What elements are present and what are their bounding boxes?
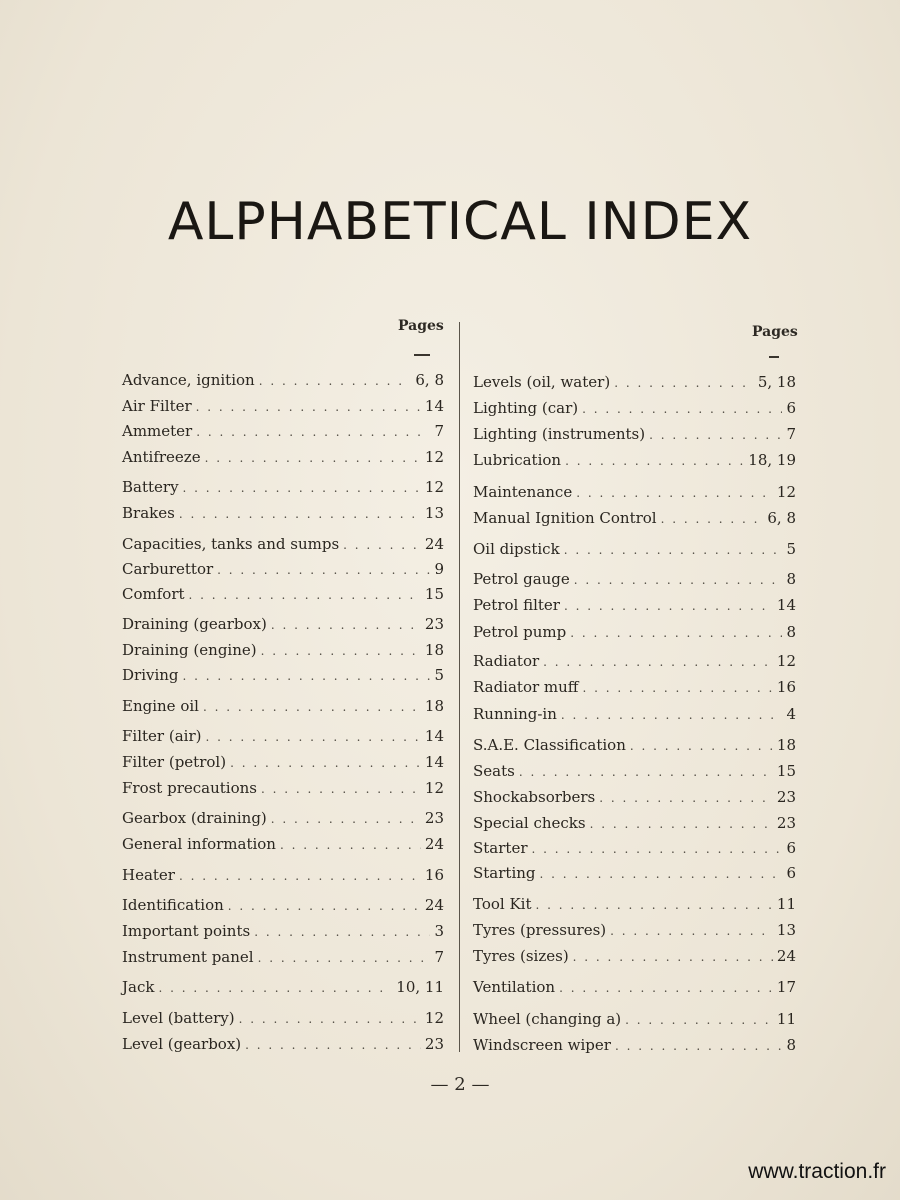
dot-leader xyxy=(590,813,773,835)
index-entry xyxy=(473,423,796,445)
index-entry-label: Seats xyxy=(473,762,515,780)
index-entry-page: 17 xyxy=(776,978,796,996)
index-entry xyxy=(473,621,796,643)
dot-leader xyxy=(630,735,773,757)
dot-leader xyxy=(189,584,421,606)
index-entry-page: 12 xyxy=(424,448,444,466)
index-entry-label: Running-in xyxy=(473,705,557,723)
index-entry-label: Windscreen wiper xyxy=(473,1036,611,1054)
index-entry-label: Gearbox (draining) xyxy=(122,809,267,827)
page-number: — 2 — xyxy=(430,1074,490,1095)
index-entry-page: 23 xyxy=(776,788,796,806)
dot-leader xyxy=(614,372,754,394)
index-entry-page: 8 xyxy=(786,1036,796,1054)
index-entry xyxy=(473,837,796,859)
dot-leader xyxy=(661,508,764,530)
index-entry xyxy=(122,420,444,442)
index-entry-page: 15 xyxy=(424,585,444,603)
index-entry-label: Comfort xyxy=(122,585,185,603)
index-entry xyxy=(122,1007,444,1029)
index-entry xyxy=(473,862,796,884)
index-entry-label: Special checks xyxy=(473,814,586,832)
dot-leader xyxy=(543,651,773,673)
index-entry xyxy=(473,481,796,503)
dot-leader xyxy=(183,477,421,499)
dot-leader xyxy=(228,895,421,917)
index-entry-label: Petrol pump xyxy=(473,623,567,641)
index-entry-label: Important points xyxy=(122,922,251,940)
index-entry xyxy=(122,583,444,605)
dot-leader xyxy=(230,752,421,774)
index-entry xyxy=(122,894,444,916)
dot-leader xyxy=(280,834,421,856)
index-entry-label: Instrument panel xyxy=(122,948,254,966)
index-entry-page: 8 xyxy=(786,623,796,641)
index-entry xyxy=(122,976,444,998)
index-entry xyxy=(473,976,796,998)
dot-leader xyxy=(203,696,421,718)
index-entry xyxy=(473,703,796,725)
index-entry xyxy=(473,893,796,915)
index-entry xyxy=(122,864,444,886)
index-entry-label: Engine oil xyxy=(122,697,199,715)
index-entry xyxy=(122,476,444,498)
index-entry-label: Tyres (pressures) xyxy=(473,921,607,939)
index-entry-label: Lubrication xyxy=(473,451,562,469)
dot-leader xyxy=(259,370,412,392)
index-entry-label: Starter xyxy=(473,839,528,857)
pages-dash-right xyxy=(769,356,779,358)
dot-leader xyxy=(183,665,431,687)
dot-leader xyxy=(239,1008,421,1030)
index-entry-page: 18 xyxy=(424,641,444,659)
dot-leader xyxy=(615,1035,783,1057)
index-entry-page: 12 xyxy=(424,1009,444,1027)
index-entry-label: Wheel (changing a) xyxy=(473,1010,622,1028)
index-entry-page: 6 xyxy=(786,864,796,882)
index-entry-page: 13 xyxy=(776,921,796,939)
dot-leader xyxy=(564,595,773,617)
index-entry-page: 10, 11 xyxy=(396,978,444,996)
index-entry xyxy=(473,507,796,529)
dot-leader xyxy=(532,838,783,860)
dot-leader xyxy=(599,787,773,809)
index-entry-page: 13 xyxy=(424,504,444,522)
index-entry-label: Lighting (car) xyxy=(473,399,579,417)
index-entry xyxy=(473,568,796,590)
index-entry xyxy=(122,920,444,942)
index-entry-page: 6, 8 xyxy=(767,509,796,527)
index-entry-page: 3 xyxy=(434,922,444,940)
index-entry-label: S.A.E. Classification xyxy=(473,736,626,754)
index-entry xyxy=(473,650,796,672)
column-divider xyxy=(459,322,460,1052)
dot-leader xyxy=(540,863,783,885)
index-entry-page: 24 xyxy=(776,947,796,965)
index-entry-page: 23 xyxy=(424,615,444,633)
index-entry-page: 12 xyxy=(776,652,796,670)
index-entry xyxy=(122,664,444,686)
dot-leader xyxy=(258,947,431,969)
index-entry xyxy=(122,395,444,417)
index-entry-page: 16 xyxy=(424,866,444,884)
index-entry xyxy=(473,919,796,941)
index-entry-label: Draining (gearbox) xyxy=(122,615,267,633)
index-entry-label: Petrol gauge xyxy=(473,570,570,588)
dot-leader xyxy=(582,398,782,420)
index-entry xyxy=(122,695,444,717)
dot-leader xyxy=(564,539,783,561)
dot-leader xyxy=(196,396,421,418)
index-entry-page: 23 xyxy=(424,1035,444,1053)
dot-leader xyxy=(561,704,783,726)
index-entry-page: 11 xyxy=(776,895,796,913)
index-entry-page: 7 xyxy=(434,422,444,440)
index-entry-label: Petrol filter xyxy=(473,596,560,614)
index-entry-label: Draining (engine) xyxy=(122,641,257,659)
index-entry-page: 24 xyxy=(424,835,444,853)
dot-leader xyxy=(196,421,430,443)
index-entry-label: Identification xyxy=(122,896,224,914)
dot-leader xyxy=(179,503,421,525)
index-entry xyxy=(473,786,796,808)
dot-leader xyxy=(271,614,421,636)
index-entry-label: Brakes xyxy=(122,504,175,522)
index-entry xyxy=(122,613,444,635)
index-entry-page: 4 xyxy=(786,705,796,723)
index-entry xyxy=(122,558,444,580)
index-entry-label: Levels (oil, water) xyxy=(473,373,611,391)
index-entry-page: 18 xyxy=(424,697,444,715)
index-entry-label: Battery xyxy=(122,478,179,496)
index-entry-page: 16 xyxy=(776,678,796,696)
dot-leader xyxy=(582,677,772,699)
dot-leader xyxy=(217,559,430,581)
index-entry-label: Ventilation xyxy=(473,978,556,996)
index-entry xyxy=(122,446,444,468)
dot-leader xyxy=(649,424,782,446)
index-entry-label: Frost precautions xyxy=(122,779,257,797)
index-entry-page: 5, 18 xyxy=(757,373,796,391)
index-entry-label: Oil dipstick xyxy=(473,540,560,558)
index-entry-label: General information xyxy=(122,835,276,853)
index-entry xyxy=(473,760,796,782)
watermark: www.traction.fr xyxy=(748,1160,886,1183)
dot-leader xyxy=(261,778,421,800)
index-entry-label: Level (battery) xyxy=(122,1009,235,1027)
dot-leader xyxy=(574,569,783,591)
dot-leader xyxy=(573,946,773,968)
index-entry-label: Starting xyxy=(473,864,536,882)
index-entry-page: 23 xyxy=(776,814,796,832)
dot-leader xyxy=(343,534,421,556)
index-entry-page: 12 xyxy=(424,779,444,797)
dot-leader xyxy=(610,920,773,942)
index-entry-page: 5 xyxy=(434,666,444,684)
pages-header-right: Pages xyxy=(752,324,798,340)
index-entry xyxy=(473,945,796,967)
index-entry xyxy=(122,639,444,661)
index-entry-label: Filter (air) xyxy=(122,727,202,745)
index-entry xyxy=(473,538,796,560)
index-entry-page: 14 xyxy=(424,397,444,415)
index-entry xyxy=(122,833,444,855)
index-entry xyxy=(473,812,796,834)
index-entry xyxy=(122,1033,444,1055)
index-entry xyxy=(473,676,796,698)
dot-leader xyxy=(559,977,773,999)
index-entry xyxy=(473,397,796,419)
index-entry-label: Heater xyxy=(122,866,175,884)
index-entry-page: 11 xyxy=(776,1010,796,1028)
index-entry xyxy=(473,371,796,393)
index-entry-page: 18, 19 xyxy=(748,451,796,469)
index-entry-label: Driving xyxy=(122,666,179,684)
dot-leader xyxy=(536,894,773,916)
index-entry-label: Air Filter xyxy=(122,397,192,415)
index-entry-page: 24 xyxy=(424,896,444,914)
index-entry-page: 12 xyxy=(424,478,444,496)
index-entry-label: Advance, ignition xyxy=(122,371,255,389)
dot-leader xyxy=(570,622,782,644)
index-entry xyxy=(122,369,444,391)
index-entry-page: 6, 8 xyxy=(415,371,444,389)
index-entry-page: 23 xyxy=(424,809,444,827)
dot-leader xyxy=(254,921,430,943)
index-entry xyxy=(122,777,444,799)
index-entry xyxy=(473,1008,796,1030)
index-entry-label: Jack xyxy=(122,978,155,996)
index-entry-page: 12 xyxy=(776,483,796,501)
index-entry-page: 18 xyxy=(776,736,796,754)
dot-leader xyxy=(261,640,421,662)
index-entry xyxy=(122,946,444,968)
index-entry-page: 7 xyxy=(786,425,796,443)
index-entry-label: Radiator xyxy=(473,652,540,670)
index-entry-label: Capacities, tanks and sumps xyxy=(122,535,340,553)
index-entry-page: 6 xyxy=(786,839,796,857)
index-entry xyxy=(473,594,796,616)
index-entry-label: Manual Ignition Control xyxy=(473,509,657,527)
dot-leader xyxy=(565,450,744,472)
dot-leader xyxy=(205,726,420,748)
dot-leader xyxy=(205,447,421,469)
index-entry xyxy=(122,725,444,747)
index-entry-label: Lighting (instruments) xyxy=(473,425,646,443)
dot-leader xyxy=(179,865,421,887)
index-entry-label: Radiator muff xyxy=(473,678,579,696)
index-entry-label: Filter (petrol) xyxy=(122,753,227,771)
index-entry-page: 5 xyxy=(786,540,796,558)
index-entry-page: 9 xyxy=(434,560,444,578)
index-entry xyxy=(122,807,444,829)
index-entry-label: Tool Kit xyxy=(473,895,532,913)
index-entry-page: 7 xyxy=(434,948,444,966)
dot-leader xyxy=(271,808,421,830)
dot-leader xyxy=(625,1009,773,1031)
index-entry xyxy=(122,533,444,555)
index-entry-page: 15 xyxy=(776,762,796,780)
dot-leader xyxy=(576,482,773,504)
index-entry-page: 14 xyxy=(424,727,444,745)
index-entry-label: Shockabsorbers xyxy=(473,788,596,806)
pages-header-left: Pages xyxy=(398,318,444,334)
index-entry-page: 14 xyxy=(424,753,444,771)
dot-leader xyxy=(245,1034,421,1056)
index-entry-page: 14 xyxy=(776,596,796,614)
index-entry xyxy=(122,502,444,524)
dot-leader xyxy=(519,761,773,783)
index-entry-label: Level (gearbox) xyxy=(122,1035,242,1053)
index-entry-label: Antifreeze xyxy=(122,448,201,466)
index-entry-page: 8 xyxy=(786,570,796,588)
index-entry-label: Tyres (sizes) xyxy=(473,947,569,965)
index-entry-label: Carburettor xyxy=(122,560,214,578)
pages-dash-left xyxy=(414,354,430,356)
page-title: ALPHABETICAL INDEX xyxy=(167,192,753,252)
index-entry-label: Maintenance xyxy=(473,483,573,501)
index-entry xyxy=(473,1034,796,1056)
index-entry xyxy=(473,734,796,756)
index-entry xyxy=(473,449,796,471)
index-entry-page: 24 xyxy=(424,535,444,553)
index-entry-label: Ammeter xyxy=(122,422,193,440)
index-entry-page: 6 xyxy=(786,399,796,417)
dot-leader xyxy=(158,977,392,999)
index-entry xyxy=(122,751,444,773)
